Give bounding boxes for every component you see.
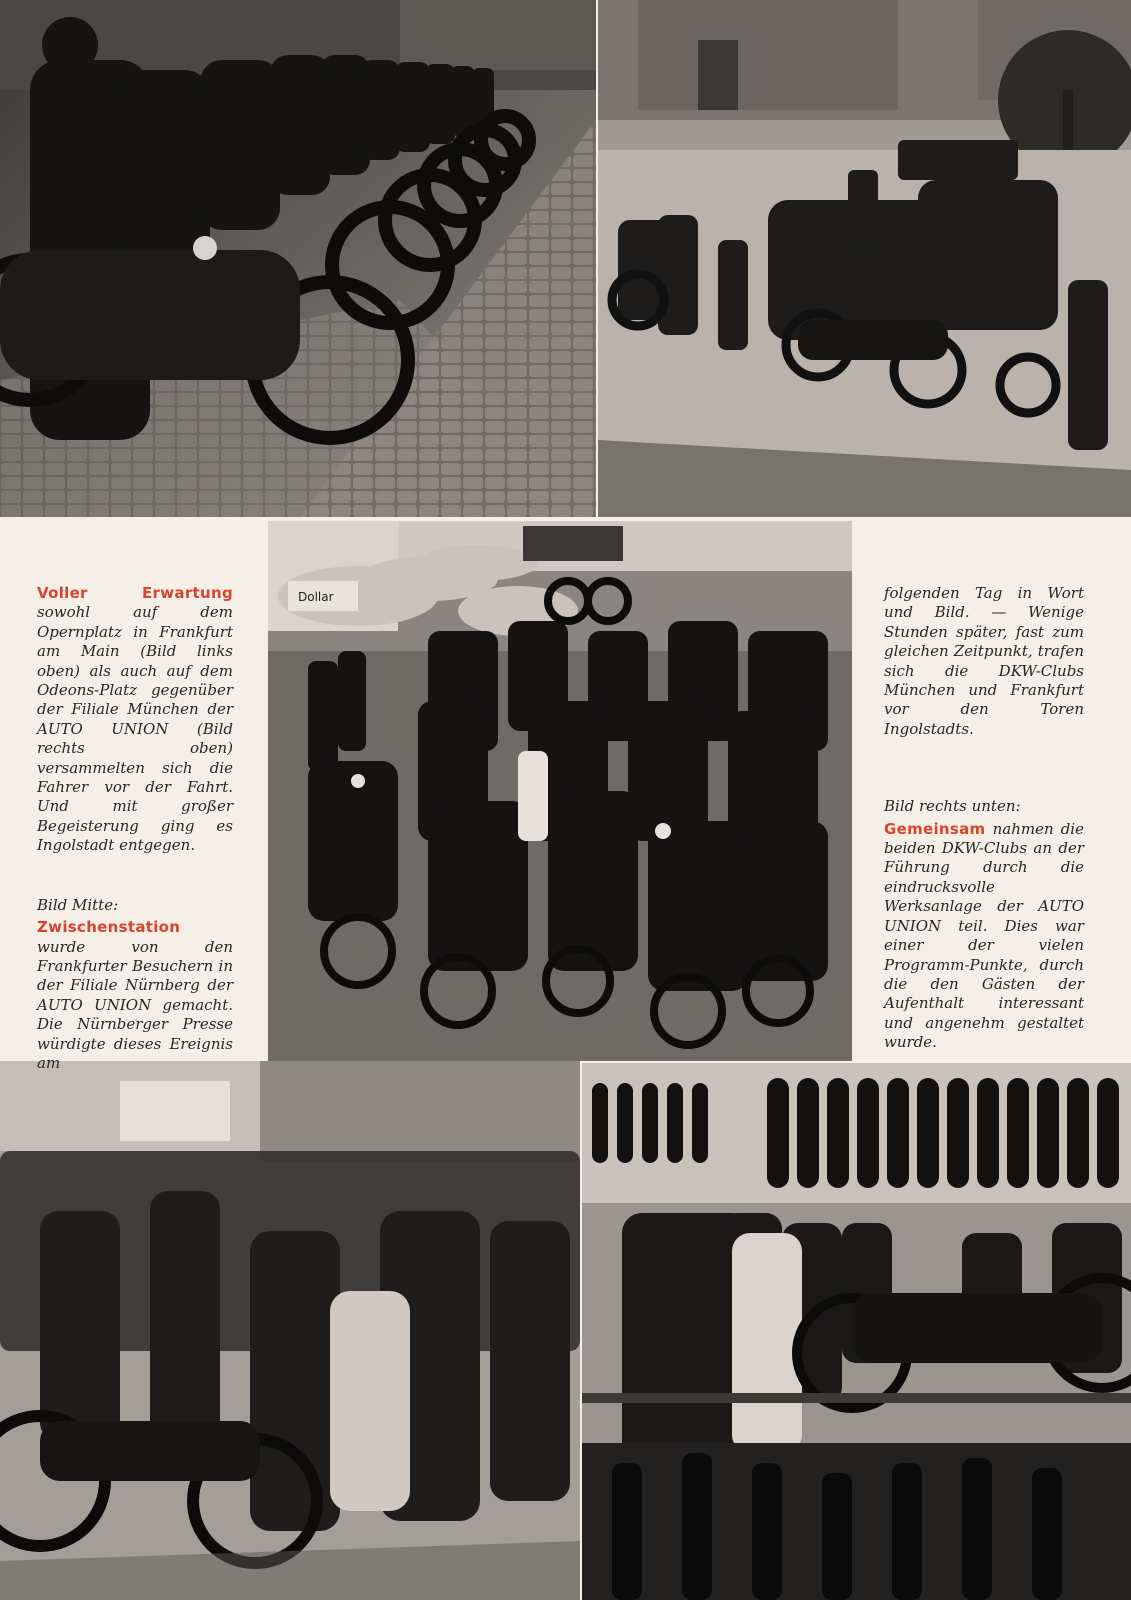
- photo-bottom-right: [582, 1063, 1131, 1600]
- photo-odeonsplatz-icon: [598, 0, 1131, 517]
- keyword-zwischenstation: Zwischenstation: [37, 918, 181, 937]
- keyword-voller-erwartung: Voller Erwartung: [37, 584, 233, 602]
- caption-right-paragraph-1: [884, 584, 1084, 739]
- photo-crowd-motorcycle-icon: [0, 1061, 580, 1600]
- photo-top-left: [0, 0, 596, 517]
- photo-riders-opernplatz-icon: [0, 0, 596, 517]
- label-bild-rechts-unten: Bild rechts unten:: [884, 797, 1021, 816]
- dollar-sign-text: Dollar: [298, 590, 334, 604]
- label-bild-mitte: Bild Mitte:: [37, 895, 119, 914]
- caption-left-text-2: wurde von den Frankfurter Besuchern in der Filiale Nürnberg der AUTO UNION gemacht. Die Nürnberger Presse würdigte dieses Ereignis am: [37, 937, 233, 1072]
- caption-right-text-1: folgenden Tag in Wort und Bild. — Wenige Stunden später, fast zum gleichen Zeitpunkt, trafen sich die DKW-Clubs München und Frankfurt vor den Toren Ingolstadts.: [884, 584, 1084, 738]
- keyword-gemeinsam: Gemeinsam: [884, 819, 986, 838]
- caption-left: [37, 584, 233, 1073]
- caption-right: [884, 584, 1084, 1053]
- photo-riders-nuernberg-icon: [268, 521, 852, 1061]
- caption-right-paragraph-2: [884, 797, 1084, 1052]
- caption-right-text-2: nahmen die beiden DKW-Clubs an der Führung durch die eindrucksvolle Werksanlage der AUTO UNION teil. Dies war einer der vielen Programm-Punkte, durch die den Gästen der Aufenthalt interessant und angenehm gestaltet wurde.: [884, 819, 1084, 1052]
- photo-factory-tour-icon: [582, 1063, 1131, 1600]
- caption-left-paragraph-2: [37, 896, 233, 1074]
- photo-top-right: [598, 0, 1131, 517]
- photo-middle: [268, 521, 852, 1061]
- caption-left-paragraph-1: [37, 584, 233, 856]
- photo-bottom-left: [0, 1061, 580, 1600]
- caption-left-text-1: sowohl auf dem Opernplatz in Frankfurt am Main (Bild links oben) als auch auf dem Odeons-Platz gegenüber der Filiale München der AUTO UNION (Bild rechts oben) versammelten sich die Fahrer vor der Fahrt. Und mit großer Begeisterung ging es Ingolstadt entgegen.: [37, 603, 233, 855]
